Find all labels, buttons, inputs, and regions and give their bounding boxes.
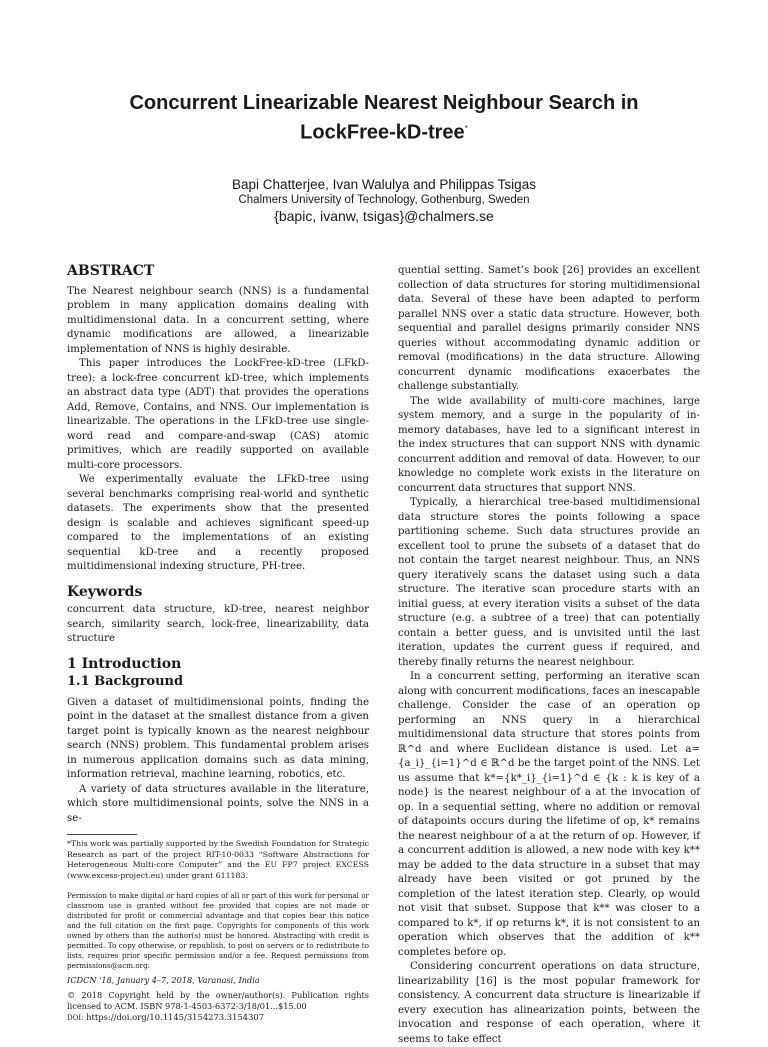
right-paragraph-3: Typically, a hierarchical tree-based multidimensional data structure stores the points following a space partitioning scheme. Such data structures provide an excellent tool to prune the subsets of a dataset that do not contain the target nearest neighbour. Thus, an NNS query iteratively scans the dataset using such a data structure. The iterative scan procedure starts with an initial guess, at every iteration visits a subset of the data structure (e.g. a subtree of a tree) that can potentially contain a better guess, and is unvisited until the last iteration, updates the current guess if required, and thereby finally returns the nearest neighbour. [398, 497, 700, 668]
title-line-2 [40, 116, 728, 146]
author-emails: {bapic, ivanw, tsigas}@chalmers.se [274, 208, 494, 224]
doi-line [67, 1012, 369, 1024]
right-column [398, 264, 700, 1047]
title-line-2-text: LockFree-kD-tree [300, 121, 465, 144]
intro-paragraph-1: Given a dataset of multidimensional points, finding the point in the dataset at the smallest distance from a given target point is typically known as the nearest neighbour search (NNS) problem. This fundamental problem arises in numerous application domains such as data mining, information retrieval, machine learning, robotics, etc. [67, 696, 369, 780]
author-names: Bapi Chatterjee, Ivan Walulya and Philippas Tsigas [232, 177, 536, 192]
keywords-text: concurrent data structure, kD-tree, nearest neighbor search, similarity search, lock-free, linearizability, data structure [67, 604, 369, 644]
right-paragraph-4: In a concurrent setting, performing an iterative scan along with concurrent modifications, faces an inescapable challenge. Consider the case of an operation op performing an NNS query in a hierarchical multidimensional data structure that stores points from ℝ^d and where Euclidean distance is used. Let a={a_i}_{i=1}^d ∈ ℝ^d be the target point of the NNS. Let us assume that k*={k*_i}_{i=1}^d ∈ {k : k is key of a node} is the nearest neighbour of a at the invocation of op. In a sequential setting, where no addition or removal of datapoints occurs during the lifetime of op, k* remains the nearest neighbour of a at the return of op. However, if a concurrent addition is allowed, a new node with key k** may be added to the data structure in a subset that may already have been visited or got pruned by the completion of the latest iteration step. Clearly, op would not visit that subset. Suppose that k** was closer to a compared to k*, if op returns k*, it is not consistent to an operation which observes that the addition of k** completes before op. [398, 671, 700, 958]
copyright-notice: © 2018 Copyright held by the owner/author(s). Publication rights licensed to ACM. ISBN 978-1-4503-6372-3/18/01...$15.00 [67, 990, 369, 1011]
title-line-1: Concurrent Linearizable Nearest Neighbour Search in [129, 92, 639, 114]
doi-link[interactable]: https://doi.org/10.1145/3154273.3154307 [86, 1012, 265, 1022]
intro-paragraph-2: A variety of data structures available in the literature, which store multidimensional points, solve the NNS in a se- [67, 783, 369, 824]
abstract-heading: ABSTRACT [67, 263, 155, 279]
footnote-divider [67, 834, 137, 835]
title-footnote-mark: * [464, 124, 468, 133]
keywords-heading: Keywords [67, 583, 143, 600]
author-block [40, 176, 728, 225]
left-column [67, 264, 369, 1024]
paper-title [40, 90, 728, 146]
funding-footnote: *This work was partially supported by the Swedish Foundation for Strategic Research as part of the project RIT-10-0033 “Software Abstractions for Heterogeneous Multi-core Computer” and the EU FP7 project EXCESS (www.excess-project.eu) under grant 611183. [67, 839, 369, 880]
right-paragraph-5: Considering concurrent operations on data structure, linearizability [16] is the most popular framework for consistency. A concurrent data structure is linearizable if every execution has alinearization points, between the invocation and response of each operation, where it seems to take effect [398, 961, 700, 1045]
conference-info: ICDCN '18, January 4–7, 2018, Varanasi, India [67, 975, 260, 985]
doi-label: DOI: [67, 1014, 84, 1022]
abstract-paragraph-1: The Nearest neighbour search (NNS) is a fundamental problem in many application domains dealing with multidimensional data. In a concurrent setting, where dynamic modifications are allowed, a linearizable implementation of NNS is highly desirable. [67, 285, 369, 355]
right-paragraph-1: quential setting. Samet’s book [26] provides an excellent collection of data structures for storing multidimensional data. Several of these have been adapted to perform parallel NNS over a static data structure. However, both sequential and parallel designs primarily consider NNS queries without accommodating dynamic addition or removal (modifications) in the data structure. Allowing concurrent dynamic modifications exacerbates the challenge substantially. [398, 265, 700, 392]
affiliation: Chalmers University of Technology, Gothenburg, Sweden [238, 194, 530, 206]
section-1-1-heading: 1.1 Background [67, 674, 184, 689]
abstract-paragraph-2: This paper introduces the LockFree-kD-tree (LFkD-tree): a lock-free concurrent kD-tree, which implements an abstract data type (ADT) that provides the operations Add, Remove, Contains, and NNS. Our implementation is linearizable. The operations in the LFkD-tree use single-word read and compare-and-swap (CAS) atomic primitives, which are readily supported on available multi-core processors. [67, 358, 369, 471]
abstract-paragraph-3: We experimentally evaluate the LFkD-tree using several benchmarks comprising real-world and synthetic datasets. The experiments show that the presented design is scalable and achieves significant speed-up compared to the implementations of an existing sequential kD-tree and a recently proposed multidimensional indexing structure, PH-tree. [67, 474, 369, 572]
section-1-heading: 1 Introduction [67, 655, 182, 672]
permission-notice: Permission to make digital or hard copies of all or part of this work for personal or classroom use is granted without fee provided that copies are not made or distributed for profit or commercial advantage and that copies bear this notice and the full citation on the first page. Copyrights for components of this work owned by others than the author(s) must be honored. Abstracting with credit is permitted. To copy otherwise, or republish, to post on servers or to redistribute to lists, requires prior specific permission and/or a fee. Request permissions from permissions@acm.org. [67, 891, 369, 970]
right-paragraph-2: The wide availability of multi-core machines, large system memory, and a surge in the popularity of in-memory databases, have led to a significant interest in the index structures that can support NNS with dynamic concurrent addition and removal of data. However, to our knowledge no complete work exists in the literature on concurrent data structures that support NNS. [398, 395, 700, 494]
